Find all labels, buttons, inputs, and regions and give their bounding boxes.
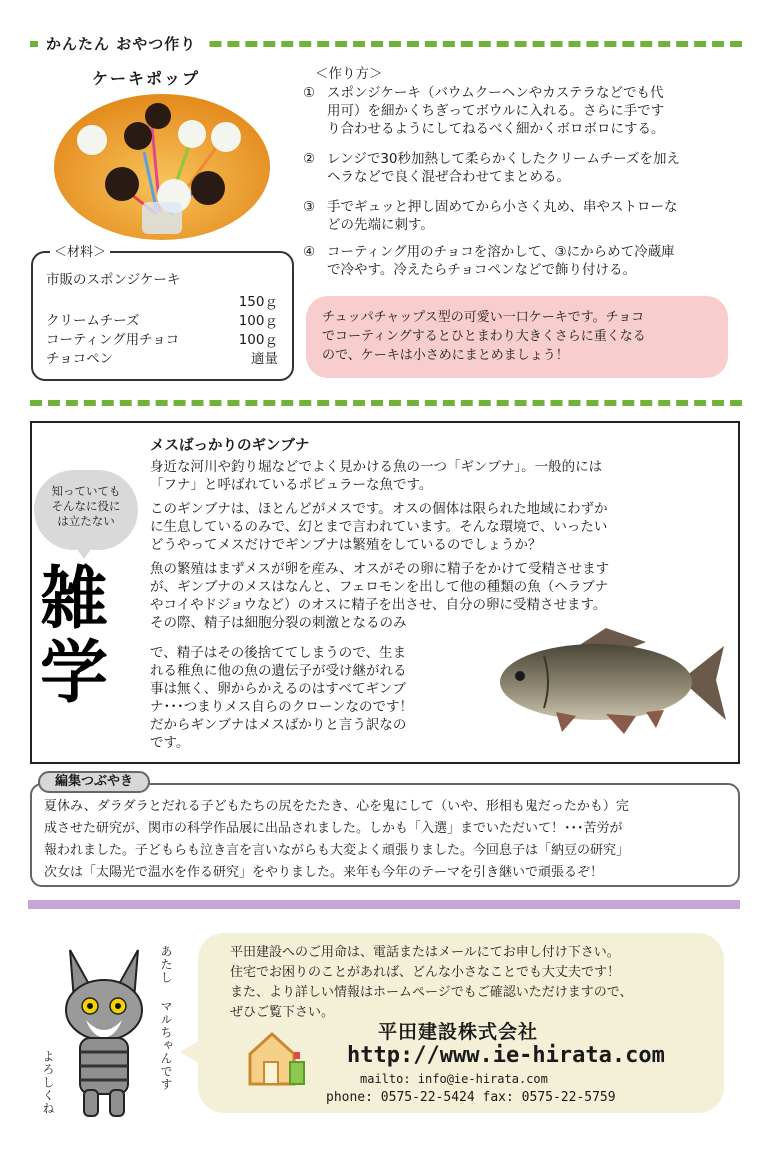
phone-fax: phone: 0575-22-5424 fax: 0575-22-5759 [326, 1090, 616, 1105]
material-row: 市販のスポンジケーキ [46, 272, 181, 288]
speech-bubble: 知っていても そんなに役に は立たない [34, 470, 138, 550]
fish-image [496, 616, 728, 746]
recipe-name: ケーキポップ [92, 69, 201, 88]
footer-divider [28, 900, 740, 909]
cake-pop-photo [52, 92, 272, 242]
material-row: クリームチーズ 100ｇ [46, 313, 278, 329]
trivia-paragraph: 魚の繁殖はまずメスが卵を産み、オスがその卵に精子をかけて受精させます が、ギンブナのメスはなんと、フェロモンを出して他の種類の魚（ヘラブナ やコイやドジョウなど）のオスに精子を出させ、自分の卵に受精させます。 その際、精子は細胞分裂の刺激となるのみ [150, 561, 610, 631]
website-link[interactable]: http://www.ie-hirata.com [347, 1043, 665, 1068]
contact-line: また、より詳しい情報はホームページでもご確認いただけますので、 [230, 985, 633, 1000]
cat-speech: マルちゃんです [159, 1000, 173, 1091]
materials-header: ＜材料＞ [50, 241, 110, 260]
steps-header: ＜作り方＞ [315, 66, 383, 82]
company-name: 平田建設株式会社 [378, 1021, 539, 1043]
editor-note-line: 次女は「太陽光で温水を作る研究」をやりました。来年も今年のテーマを引き継いで頑張るぞ！ [44, 865, 604, 880]
step-4: ④ コーティング用のチョコを溶かして、③にからめて冷蔵庫 で冷やす。冷えたらチョコペンなどで飾り付ける。 [303, 244, 675, 278]
contact-line: ぜひご覧下さい。 [230, 1005, 335, 1020]
material-row: コーティング用チョコ 100ｇ [46, 332, 278, 348]
editor-note-tab: 編集つぶやき [38, 771, 150, 793]
material-row: 150ｇ [238, 294, 278, 310]
company-logo-icon [246, 1028, 308, 1088]
contact-line: 住宅でお困りのことがあれば、どんな小さなことでも大丈夫です！ [230, 965, 621, 980]
section-title: かんたん おやつ作り [38, 31, 204, 56]
editor-note-line: 成させた研究が、関市の科学作品展に出品されました。しかも「入選」までいただいて！･･･苦労が [44, 821, 623, 836]
step-3: ③ 手でギュッと押し固めてから小さく丸め、串やストローな どの先端に刺す。 [303, 199, 678, 233]
recipe-note: チュッパチャップス型の可愛い一口ケーキです。チョコ でコーティングするとひとまわり大きくさらに重くなる ので、ケーキは小さめにまとめましょう！ [306, 296, 728, 378]
email-link[interactable]: mailto: info@ie-hirata.com [360, 1072, 548, 1086]
trivia-paragraph: で、精子はその後捨ててしまうので、生ま れる稚魚に他の魚の遺伝子が受け継がれる 事は無く、卵からかえるのはすべてギンブ ナ･･･つまりメス自らのクローンなのです！ だからギンブナはメスばかりと言う訳なの です。 [150, 645, 413, 751]
editor-note-line: 報われました。子どもらも泣き言を言いながらも大変よく頑張りました。今回息子は「納豆の研究」 [44, 843, 630, 858]
big-char-zatsu: 雑 [40, 560, 109, 639]
trivia-title: メスばっかりのギンブナ [150, 438, 310, 454]
material-row: チョコペン 適量 [46, 351, 278, 367]
editor-note-line: 夏休み、ダラダラとだれる子どもたちの尻をたたき、心を鬼にして（いや、形相も鬼だったかも）完 [44, 799, 629, 814]
speech-bubble-tail [74, 545, 94, 559]
cat-mascot-illustration [56, 940, 152, 1120]
step-2: ② レンジで30秒加熱して柔らかくしたクリームチーズを加え ヘラなどで良く混ぜ合わせてまとめる。 [303, 151, 681, 185]
cat-speech: あたし [159, 945, 173, 984]
contact-box-tail [180, 1040, 200, 1064]
step-1: ① スポンジケーキ（バウムクーヘンやカステラなどでも代 用可）を細かくちぎってボウルに入れる。さらに手です り合わせるようにしてねるべく細かくボロボロにする。 [303, 85, 665, 137]
cat-speech: よろしくね [41, 1050, 55, 1115]
trivia-paragraph: 身近な河川や釣り堀などでよく見かける魚の一つ「ギンブナ」。一般的には 「フナ」と呼ばれているポピュラーな魚です。 [150, 459, 603, 493]
big-char-gaku: 学 [40, 634, 109, 713]
trivia-paragraph: このギンブナは、ほとんどがメスです。オスの個体は限られた地域にわずか に生息しているのみで、幻とまで言われています。そんな環境で、いったい どうやってメスだけでギンブナは繁殖をしているのでしょうか？ [150, 501, 608, 553]
section-divider-middle [30, 400, 742, 406]
contact-line: 平田建設へのご用命は、電話またはメールにてお申し付け下さい。 [230, 945, 620, 960]
